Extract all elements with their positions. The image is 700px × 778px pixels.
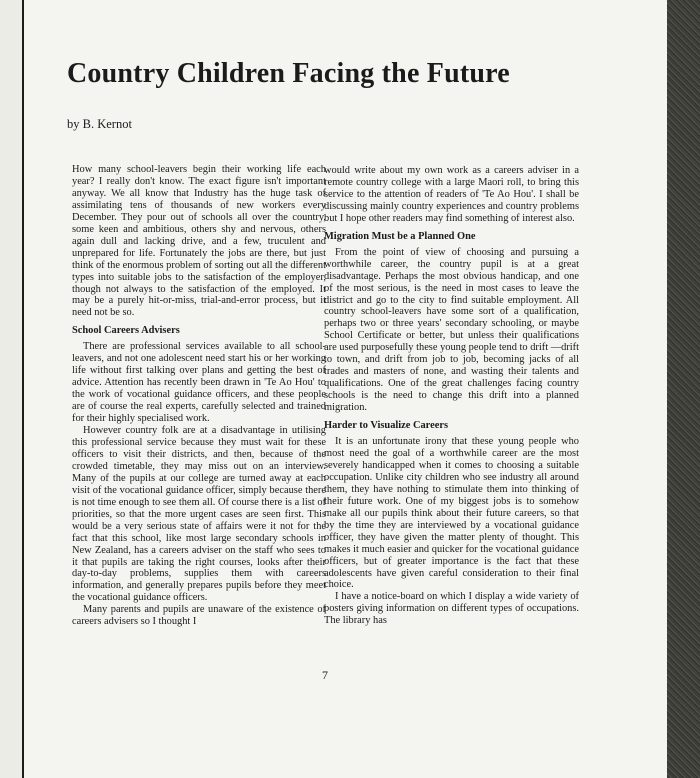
paragraph: From the point of view of choosing and pursuing a worthwhile career, the country pupil is at a great disadvantage. Perhaps the most obvious handicap, and one of the most serious, is the need in most cases to leave the district and go to the city to find suitable employment. All country school-leavers have some sort of a qualification, perhaps two or three years' secondary schooling, or maybe School Certificate or better, but unless their qualifications are used purposefully these young people tend to drift —drift to town, and drift from job to job, becoming jacks of all trades and masters of none, and wasting their talents and qualifications. One of the great challenges facing country schools is the need to change this drift into a planned migration. xyxy=(324,246,579,414)
page-number: 7 xyxy=(322,668,328,682)
article-title: Country Children Facing the Future xyxy=(67,58,510,89)
section-heading: School Careers Advisers xyxy=(72,325,180,337)
scan-edge-left xyxy=(0,0,24,778)
paragraph: However country folk are at a disadvantage in utilising this professional service because they must wait for these officers to visit their districts, and then, because of the crowded timetable, they may miss out on an interview. Many of the pupils at our college are turned away at each visit of the vocational guidance officer, simply because there is not time enough to see them all. Of course there is a list of priorities, so that the more urgent cases are seen first. This would be a very serious state of affairs were it not for the fact that this school, like most large secondary schools in New Zealand, has a careers adviser on the staff who sees to it that pupils are taking the right courses, looks after their day-to-day problems, supplies them with careers information, and generally prepares pupils before they meet the vocational guidance officers. xyxy=(72,425,326,604)
scan-background xyxy=(667,0,700,778)
paragraph: Many parents and pupils are unaware of the existence of careers advisers so I thought I xyxy=(72,604,326,628)
section-heading: Harder to Visualize Careers xyxy=(324,420,448,432)
paragraph: would write about my own work as a careers adviser in a remote country college with a large Maori roll, to bring this service to the attention of readers of 'Te Ao Hou'. I shall be discussing mainly country experiences and country problems but I hope other readers may find something of interest also. xyxy=(324,165,579,224)
paragraph: How many school-leavers begin their working life each year? I really don't know. The exact figure isn't important anyway. We all know that Industry has the huge task of assimilating tens of thousands of new workers every December. They pour out of schools all over the country, some keen and ambitious, others shy and nervous, others again dull and lacking drive, and a few, truculent and unprepared for life. Fortunately the jobs are there, but just think of the enormous problem of sorting out all the different types into suitable jobs to the satisfaction of the employer, though not always to the satisfaction of the employed. It may be a purely hit-or-miss, trial-and-error process, but it need not be so. xyxy=(72,164,326,319)
paragraph: There are professional services available to all school-leavers, and not one adolescent need start his or her working life without first talking over plans and getting the best of advice. Attention has recently been drawn in 'Te Ao Hou' to the work of vocational guidance officers, and these people are of course the real experts, carefully selected and trained for their highly specialised work. xyxy=(72,341,326,425)
paragraph: It is an unfortunate irony that these young people who most need the goal of a worthwhile career are the most severely handicapped when it comes to choosing a suitable occupation. Unlike city children who see industry all around them, they have nothing to stimulate them into thinking of their future work. One of my biggest jobs is to somehow make all our pupils think about their future careers, so that by the time they are interviewed by a vocational guidance officer, they have given the matter plenty of thought. This makes it much easier and quicker for the vocational guidance officers, but of greater importance is the fact that these adolescents have given careful consideration to their final choice. xyxy=(324,436,579,591)
article-byline: by B. Kernot xyxy=(67,117,132,131)
left-column xyxy=(72,164,326,628)
right-column xyxy=(324,165,579,627)
section-heading: Migration Must be a Planned One xyxy=(324,230,476,242)
paragraph: I have a notice-board on which I display a wide variety of posters giving information on different types of occupations. The library has xyxy=(324,591,579,627)
magazine-page xyxy=(24,0,667,778)
